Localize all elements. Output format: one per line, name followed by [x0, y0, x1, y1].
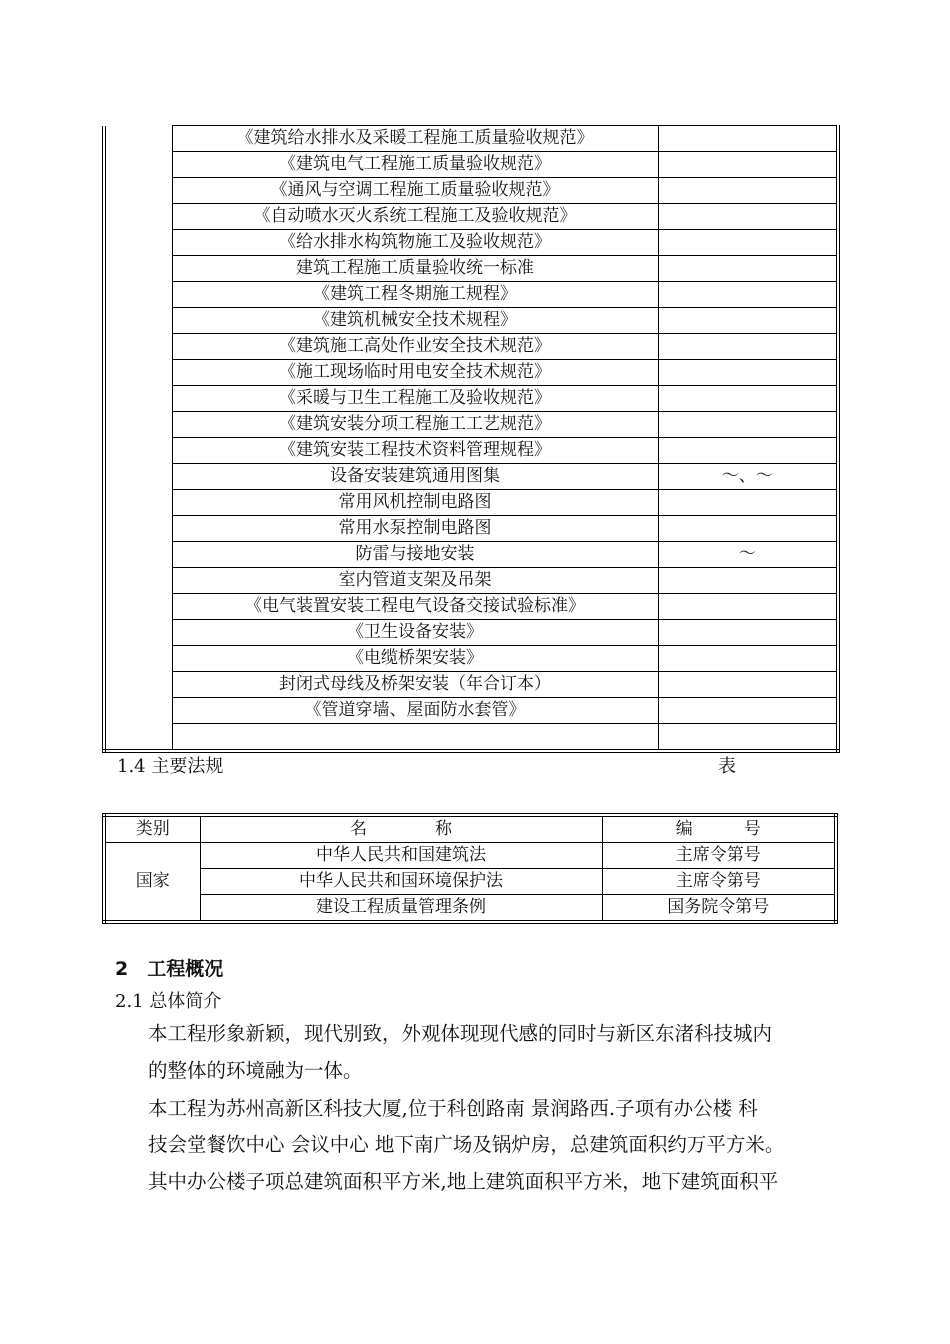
standard-name: 封闭式母线及桥架安装（年合订本）	[172, 672, 658, 698]
standard-code	[658, 256, 838, 282]
standard-name: 《自动喷水灭火系统工程施工及验收规范》	[172, 204, 658, 230]
law-code: 国务院令第号	[602, 895, 836, 923]
paragraph-line: 本工程为苏州高新区科技大厦,位于科创路南 景润路西.子项有办公楼 科	[148, 1097, 758, 1120]
law-name: 中华人民共和国环境保护法	[200, 869, 602, 895]
standard-code	[658, 152, 838, 178]
standard-code	[658, 334, 838, 360]
table-row	[104, 672, 838, 698]
section-1-4-title: 1.4 主要法规	[117, 756, 224, 777]
table-row	[104, 698, 838, 724]
standard-code	[658, 126, 838, 152]
standard-name: 《建筑给水排水及采暖工程施工质量验收规范》	[172, 126, 658, 152]
standard-code	[658, 516, 838, 542]
law-code: 主席令第号	[602, 869, 836, 895]
standard-code	[658, 204, 838, 230]
standard-name	[172, 724, 658, 752]
section-2-title: 2 工程概况	[115, 958, 224, 980]
standard-code	[658, 672, 838, 698]
standard-name: 建筑工程施工质量验收统一标准	[172, 256, 658, 282]
table-row	[104, 568, 838, 594]
standard-name: 《采暖与卫生工程施工及验收规范》	[172, 386, 658, 412]
table-row	[104, 490, 838, 516]
standard-code	[658, 568, 838, 594]
header-code: 编 号	[602, 815, 836, 843]
table-row	[104, 386, 838, 412]
standard-code: ～、～	[658, 464, 838, 490]
standard-code	[658, 282, 838, 308]
standards-table-body	[104, 126, 838, 752]
standard-name: 《建筑机械安全技术规程》	[172, 308, 658, 334]
table-row	[104, 152, 838, 178]
standard-name: 常用水泵控制电路图	[172, 516, 658, 542]
table-row	[104, 334, 838, 360]
standard-name: 《建筑安装工程技术资料管理规程》	[172, 438, 658, 464]
paragraph-line: 的整体的环境融为一体。	[148, 1059, 363, 1082]
table-row	[104, 869, 836, 895]
standard-name: 防雷与接地安装	[172, 542, 658, 568]
standard-code	[658, 620, 838, 646]
table-row	[104, 646, 838, 672]
table-label: 表	[718, 756, 736, 777]
table-row	[104, 256, 838, 282]
header-category: 类别	[104, 815, 200, 843]
standard-name: 设备安装建筑通用图集	[172, 464, 658, 490]
standard-name: 《建筑工程冬期施工规程》	[172, 282, 658, 308]
standard-code	[658, 308, 838, 334]
standard-name: 《建筑安装分项工程施工工艺规范》	[172, 412, 658, 438]
standard-code	[658, 412, 838, 438]
table-row	[104, 895, 836, 923]
standard-name: 室内管道支架及吊架	[172, 568, 658, 594]
standard-code	[658, 360, 838, 386]
table-row	[104, 126, 838, 152]
standard-name: 《卫生设备安装》	[172, 620, 658, 646]
table-row	[104, 178, 838, 204]
standard-code: ～	[658, 542, 838, 568]
law-name: 建设工程质量管理条例	[200, 895, 602, 923]
category-cell: 国家	[104, 843, 200, 923]
table-row	[104, 360, 838, 386]
laws-header-row	[104, 815, 836, 843]
section-2-1-title: 2.1 总体简介	[115, 991, 222, 1012]
paragraph-line: 其中办公楼子项总建筑面积平方米,地上建筑面积平方米，地下建筑面积平	[148, 1170, 779, 1193]
table-row	[104, 308, 838, 334]
table-row	[104, 204, 838, 230]
standard-code	[658, 698, 838, 724]
table-row	[104, 516, 838, 542]
laws-table	[102, 813, 838, 924]
table-row	[104, 230, 838, 256]
standard-name: 《建筑施工高处作业安全技术规范》	[172, 334, 658, 360]
standard-name: 常用风机控制电路图	[172, 490, 658, 516]
standard-code	[658, 724, 838, 752]
standard-name: 《建筑电气工程施工质量验收规范》	[172, 152, 658, 178]
table-row	[104, 620, 838, 646]
standard-name: 《管道穿墙、屋面防水套管》	[172, 698, 658, 724]
paragraph-line: 本工程形象新颖，现代别致，外观体现现代感的同时与新区东渚科技城内	[148, 1022, 773, 1045]
table-row	[104, 412, 838, 438]
table-row	[104, 724, 838, 752]
standard-code	[658, 178, 838, 204]
table-row	[104, 594, 838, 620]
law-name: 中华人民共和国建筑法	[200, 843, 602, 869]
header-name: 名 称	[200, 815, 602, 843]
category-cell	[104, 126, 172, 752]
standard-code	[658, 438, 838, 464]
table-row	[104, 464, 838, 490]
standard-code	[658, 230, 838, 256]
standard-name: 《电缆桥架安装》	[172, 646, 658, 672]
table-row	[104, 282, 838, 308]
standard-name: 《给水排水构筑物施工及验收规范》	[172, 230, 658, 256]
standard-code	[658, 646, 838, 672]
standard-code	[658, 386, 838, 412]
standard-name: 《通风与空调工程施工质量验收规范》	[172, 178, 658, 204]
standard-name: 《施工现场临时用电安全技术规范》	[172, 360, 658, 386]
table-row	[104, 843, 836, 869]
paragraph-line: 技会堂餐饮中心 会议中心 地下南广场及锅炉房，总建筑面积约万平方米。	[148, 1133, 785, 1156]
table-row	[104, 542, 838, 568]
standards-table	[102, 125, 840, 753]
law-code: 主席令第号	[602, 843, 836, 869]
standard-name: 《电气装置安装工程电气设备交接试验标准》	[172, 594, 658, 620]
standard-code	[658, 490, 838, 516]
standard-code	[658, 594, 838, 620]
table-row	[104, 438, 838, 464]
